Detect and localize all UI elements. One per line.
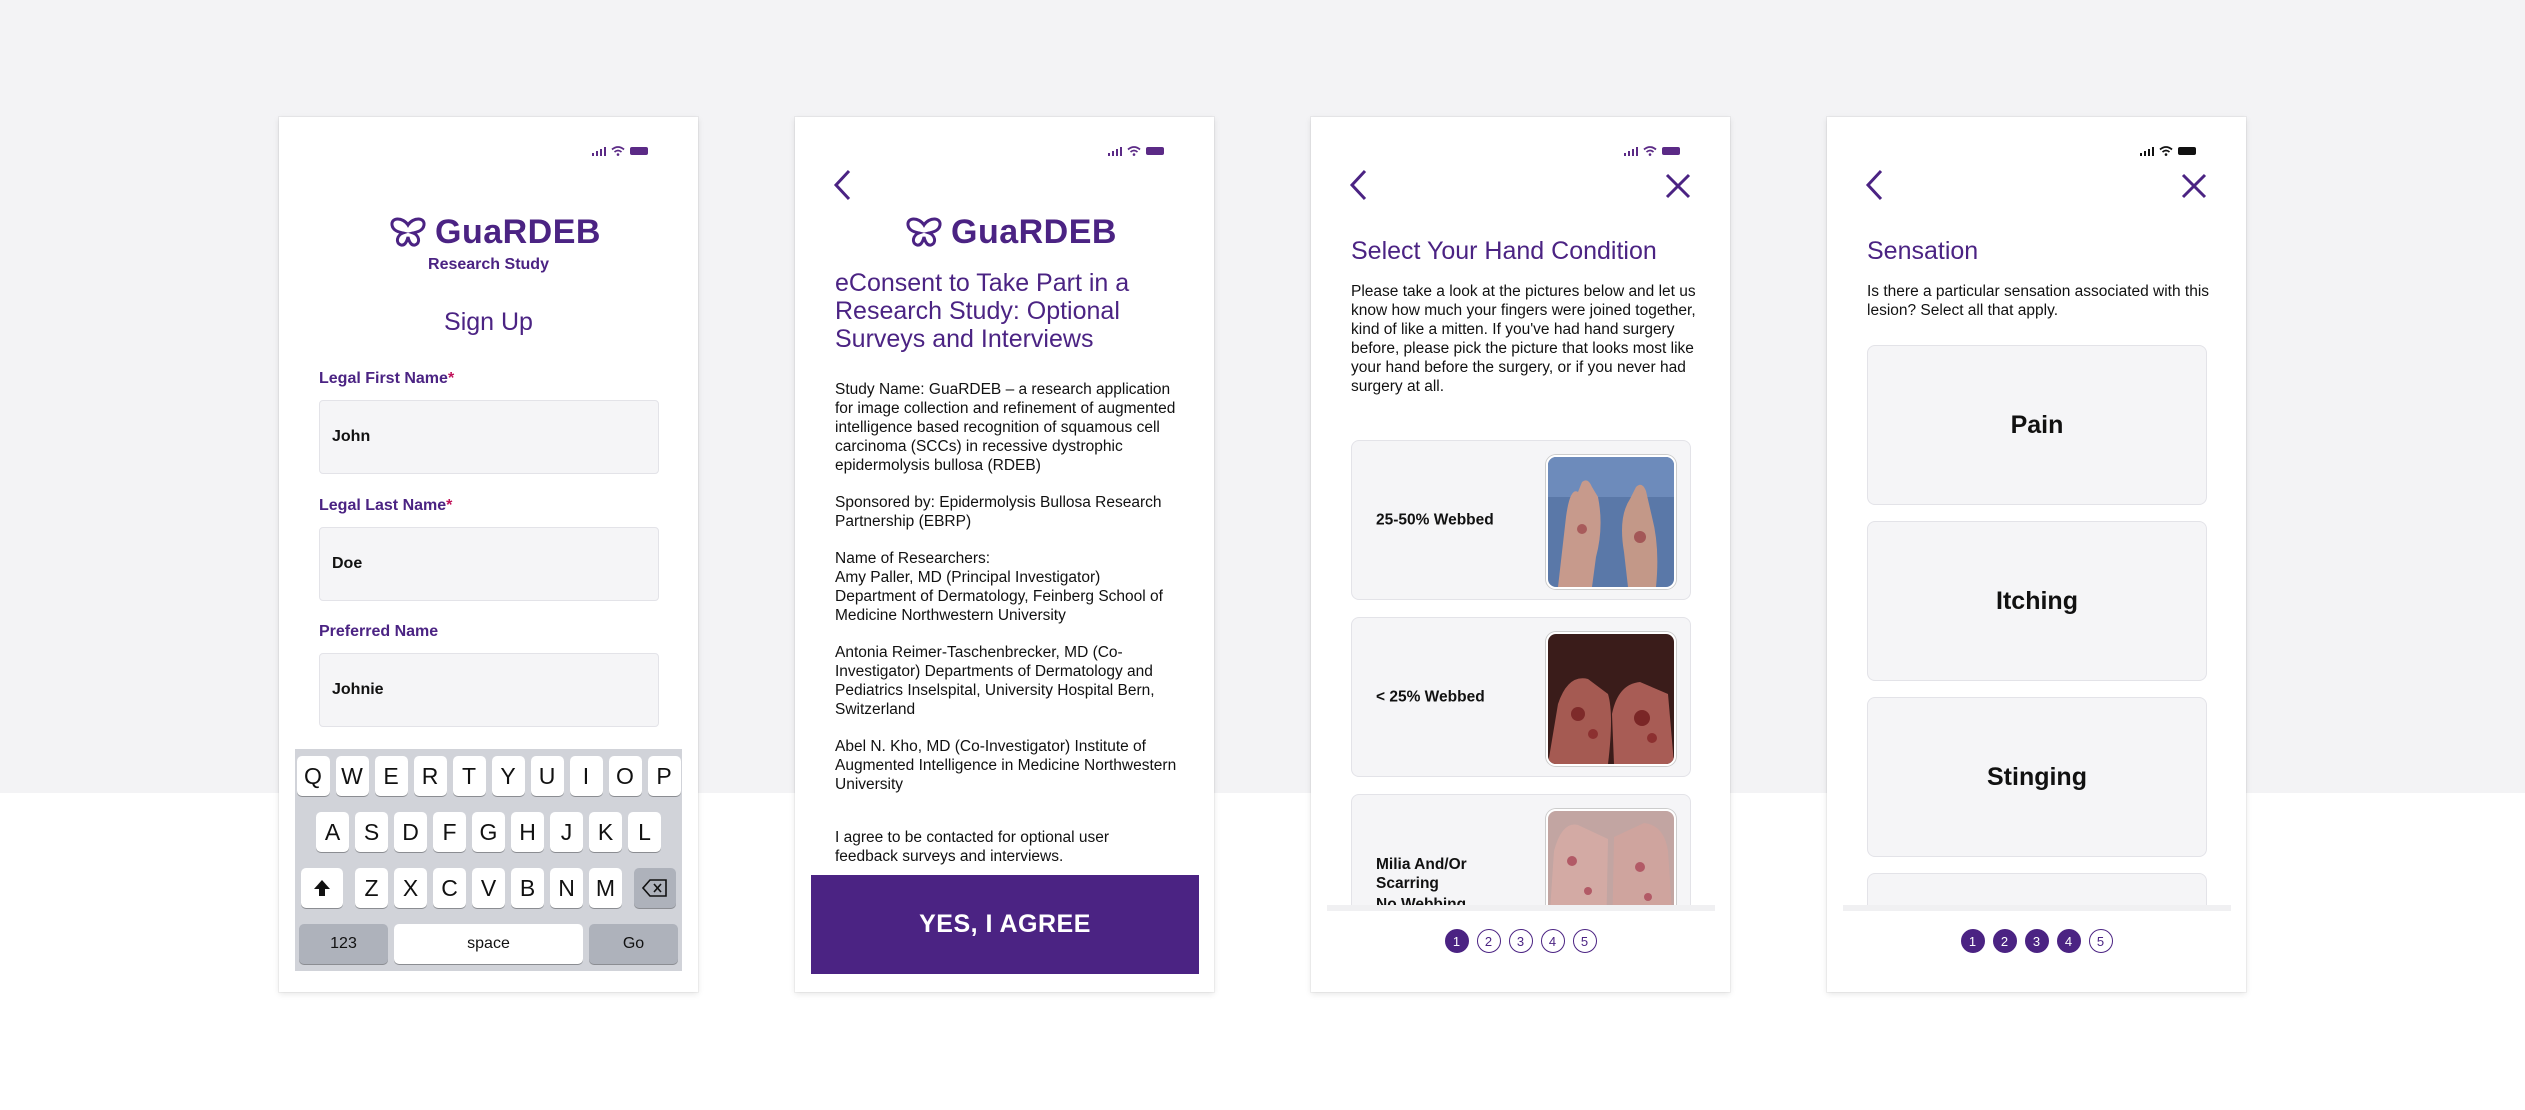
key-c[interactable]: C: [433, 868, 466, 908]
key-b[interactable]: B: [511, 868, 544, 908]
preferred-name-field[interactable]: Johnie: [319, 653, 659, 727]
scroll-divider: [1843, 905, 2231, 911]
key-r[interactable]: R: [414, 756, 447, 796]
step-dot: 2: [1993, 929, 2017, 953]
close-icon[interactable]: [2180, 172, 2208, 200]
page-description: Please take a look at the pictures below and let us know how much your fingers were joined together, kind of like a mitten. If you've had hand surgery before, please pick the picture that looks most like your hand before the surgery, or if you never had surgery at all.: [1351, 283, 1696, 395]
option-label: < 25% Webbed: [1376, 688, 1485, 706]
sponsor-paragraph: Sponsored by: Epidermolysis Bullosa Research Partnership (EBRP): [835, 494, 1162, 530]
back-arrow-icon[interactable]: [831, 167, 855, 203]
back-arrow-icon[interactable]: [1347, 167, 1371, 203]
agree-button[interactable]: YES, I AGREE: [811, 875, 1199, 974]
first-name-field[interactable]: John: [319, 400, 659, 474]
butterfly-icon: [389, 217, 427, 249]
step-dot: 4: [2057, 929, 2081, 953]
status-bar: [1108, 144, 1164, 158]
key-a[interactable]: A: [316, 812, 349, 852]
progress-stepper: [1311, 929, 1730, 953]
key-t[interactable]: T: [453, 756, 486, 796]
status-bar: [2140, 144, 2196, 158]
option-label: 25-50% Webbed: [1376, 511, 1494, 529]
brand-logo: [389, 213, 601, 252]
step-dot: 2: [1477, 929, 1501, 953]
key-q[interactable]: Q: [297, 756, 330, 796]
step-dot: 5: [1573, 929, 1597, 953]
wifi-icon: [611, 146, 625, 156]
option-label: Milia And/Or Scarring: [1376, 856, 1467, 892]
key-x[interactable]: X: [394, 868, 427, 908]
researchers-paragraph: Name of Researchers: Amy Paller, MD (Principal Investigator) Department of Dermatology, Feinberg School of Medicine Northwestern University: [835, 550, 1163, 624]
step-dot: 3: [2025, 929, 2049, 953]
key-s[interactable]: S: [355, 812, 388, 852]
brand-name: GuaRDEB: [951, 213, 1117, 251]
numbers-key[interactable]: 123: [299, 924, 388, 964]
status-bar: [592, 144, 648, 158]
shift-key[interactable]: [301, 868, 343, 908]
sensation-option-itching[interactable]: Itching: [1867, 521, 2207, 681]
last-name-label: Legal Last Name*: [319, 497, 453, 514]
wifi-icon: [1127, 146, 1141, 156]
page-title: Sensation: [1867, 237, 1979, 265]
page-title: Select Your Hand Condition: [1351, 237, 1657, 265]
key-f[interactable]: F: [433, 812, 466, 852]
co-investigator-paragraph-2: Abel N. Kho, MD (Co-Investigator) Institute of Augmented Intelligence in Medicine Northwestern University: [835, 738, 1177, 793]
key-v[interactable]: V: [472, 868, 505, 908]
hand-photo: [1546, 632, 1676, 766]
battery-icon: [1146, 147, 1164, 155]
consent-text: [835, 380, 1185, 812]
hand-option-card[interactable]: [1351, 440, 1691, 600]
sensation-option-pain[interactable]: Pain: [1867, 345, 2207, 505]
step-dot: 1: [1961, 929, 1985, 953]
onscreen-keyboard: [295, 749, 682, 971]
step-dot: 1: [1445, 929, 1469, 953]
key-k[interactable]: K: [589, 812, 622, 852]
key-m[interactable]: M: [589, 868, 622, 908]
step-dot: 5: [2089, 929, 2113, 953]
key-g[interactable]: G: [472, 812, 505, 852]
key-l[interactable]: L: [628, 812, 661, 852]
key-w[interactable]: W: [336, 756, 369, 796]
hand-option-card[interactable]: [1351, 617, 1691, 777]
brand-logo: [905, 213, 1117, 252]
sensation-option-stinging[interactable]: Stinging: [1867, 697, 2207, 857]
step-dot: 4: [1541, 929, 1565, 953]
butterfly-icon: [905, 217, 943, 249]
progress-stepper: [1827, 929, 2246, 953]
page-title: eConsent to Take Part in a Research Study: Optional Surveys and Interviews: [835, 269, 1130, 353]
key-i[interactable]: I: [570, 756, 603, 796]
wifi-icon: [1643, 146, 1657, 156]
key-z[interactable]: Z: [355, 868, 388, 908]
key-p[interactable]: P: [648, 756, 681, 796]
battery-icon: [630, 147, 648, 155]
space-key[interactable]: space: [394, 924, 583, 964]
brand-name: GuaRDEB: [435, 213, 601, 251]
sensation-screen: [1827, 117, 2246, 992]
hand-condition-screen: [1311, 117, 1730, 992]
wifi-icon: [2159, 146, 2173, 156]
econsent-screen: [795, 117, 1214, 992]
key-y[interactable]: Y: [492, 756, 525, 796]
backspace-icon: [642, 879, 668, 897]
co-investigator-paragraph: Antonia Reimer-Taschenbrecker, MD (Co-Investigator) Departments of Dermatology and Pediatrics Inselspital, University Hospital Bern, Switzerland: [835, 644, 1155, 718]
key-u[interactable]: U: [531, 756, 564, 796]
key-j[interactable]: J: [550, 812, 583, 852]
step-dot: 3: [1509, 929, 1533, 953]
key-e[interactable]: E: [375, 756, 408, 796]
scroll-divider: [1327, 905, 1715, 911]
signal-icon: [1108, 146, 1122, 156]
key-h[interactable]: H: [511, 812, 544, 852]
brand-subtitle: Research Study: [428, 256, 549, 273]
signal-icon: [1624, 146, 1638, 156]
first-name-label: Legal First Name*: [319, 370, 455, 387]
key-n[interactable]: N: [550, 868, 583, 908]
preferred-name-label: Preferred Name: [319, 623, 439, 640]
signup-screen: [279, 117, 698, 992]
battery-icon: [1662, 147, 1680, 155]
go-key[interactable]: Go: [589, 924, 678, 964]
close-icon[interactable]: [1664, 172, 1692, 200]
page-title: Sign Up: [444, 308, 533, 336]
last-name-field[interactable]: Doe: [319, 527, 659, 601]
agree-text: I agree to be contacted for optional user feedback surveys and interviews.: [835, 829, 1110, 865]
signal-icon: [2140, 146, 2154, 156]
page-description: Is there a particular sensation associated with this lesion? Select all that apply.: [1867, 283, 2210, 319]
hand-photo: [1546, 455, 1676, 589]
battery-icon: [2178, 147, 2196, 155]
status-bar: [1624, 144, 1680, 158]
back-arrow-icon[interactable]: [1863, 167, 1887, 203]
shift-icon: [313, 879, 331, 897]
key-o[interactable]: O: [609, 756, 642, 796]
study-name-paragraph: Study Name: GuaRDEB – a research application for image collection and refinement of augmented intelligence based recognition of squamous cell carcinoma (SCCs) in recessive dystrophic epidermolysis bullosa (RDEB): [835, 381, 1176, 474]
key-d[interactable]: D: [394, 812, 427, 852]
backspace-key[interactable]: [634, 868, 676, 908]
signal-icon: [592, 146, 606, 156]
